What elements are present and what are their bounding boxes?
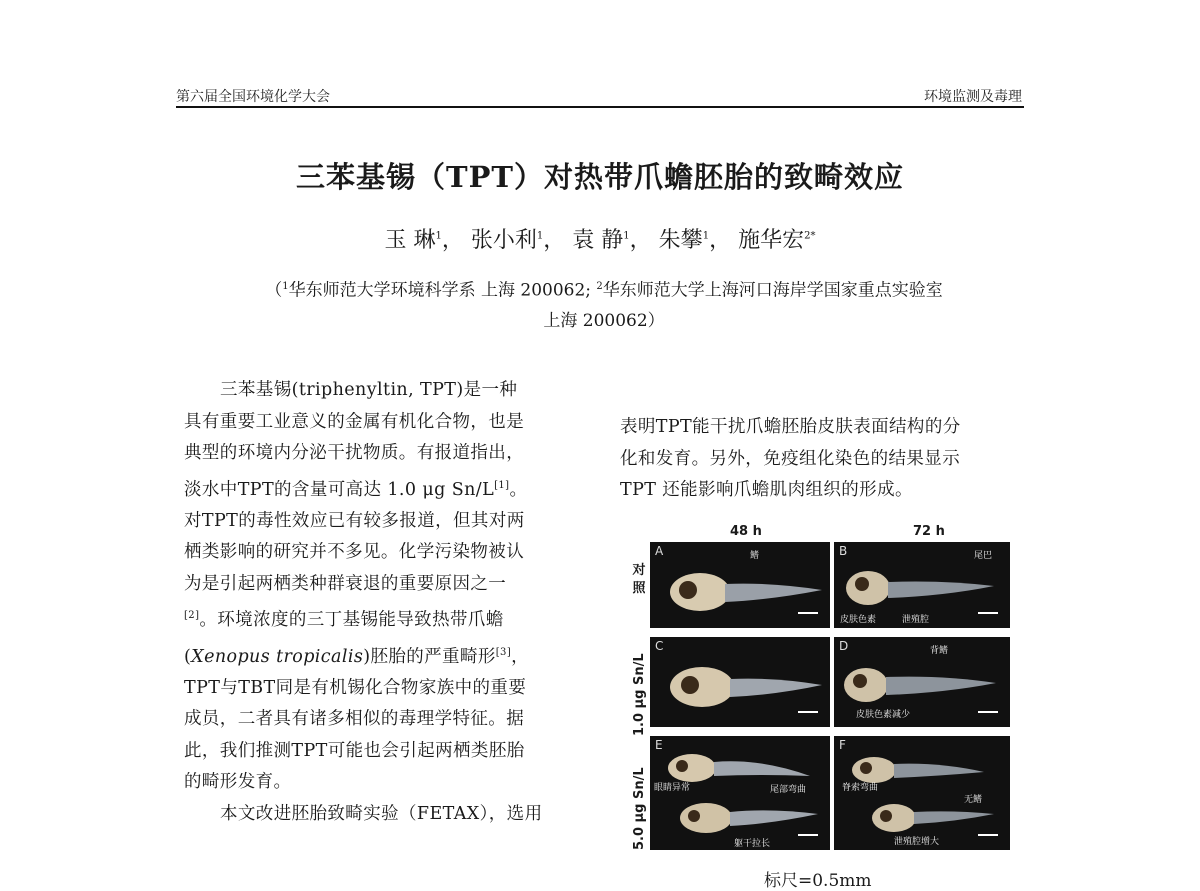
body-line: 此，我们推测TPT可能也会引起两栖类胚胎 [184, 740, 525, 761]
author: 袁 静 [572, 228, 624, 253]
annotation: 躯干拉长 [734, 839, 771, 849]
running-header-right: 环境监测及毒理 [924, 89, 1022, 105]
affiliation-2-city: 上海 200062） [543, 310, 665, 331]
author: 张小利 [470, 228, 537, 253]
figure [620, 520, 1024, 889]
scale-bar [978, 612, 998, 614]
body-line: 三苯基锡(triphenyltin, TPT)是一种 [220, 380, 518, 400]
author-sup: 1 [536, 230, 544, 242]
body-line: TPT与TBT同是有机锡化合物家族中的重要 [184, 677, 527, 698]
scale-bar [798, 834, 818, 836]
annotation: 脊索弯曲 [842, 783, 879, 793]
body-line: TPT 还能影响爪蟾肌肉组织的形成。 [620, 480, 913, 500]
annotation: 泄殖腔 [902, 615, 930, 625]
body-line: 的畸形发育。 [184, 772, 292, 793]
body-line: (Xenopus tropicalis)胚胎的严重畸形[3]， [184, 646, 530, 667]
panel-d [834, 637, 1010, 727]
panel-a [650, 542, 830, 628]
annotation: 无鳍 [964, 795, 983, 805]
affiliation-1: 华东师范大学环境科学系 上海 200062; [288, 280, 592, 301]
author-sup: 1 [623, 230, 630, 242]
body-line: 具有重要工业意义的金属有机化合物，也是 [184, 411, 525, 432]
author: 玉 琳 [384, 228, 436, 253]
row-label-control: 对照 [632, 563, 646, 596]
panel-b [834, 542, 1010, 628]
body-line: 为是引起两栖类种群衰退的重要原因之一 [184, 573, 507, 594]
body-line: 淡水中TPT的含量可高达 1.0 μg Sn/L[1]。 [184, 479, 528, 500]
tadpole-image [834, 736, 1010, 850]
annotation: 尾部弯曲 [770, 785, 807, 795]
citation: [3] [495, 646, 512, 658]
panel-label: C [655, 639, 664, 653]
annotation: 皮肤色素 [840, 615, 877, 625]
panel-label: E [655, 738, 663, 752]
column-header-48h: 48 h [730, 524, 762, 539]
body-line: 本文改进胚胎致畸实验（FETAX），选用 [220, 803, 543, 824]
left-column [184, 375, 584, 830]
panel-c [650, 637, 830, 727]
scale-bar [978, 834, 998, 836]
author-sup: 2* [804, 230, 816, 242]
affiliation: （$^1$华东师范大学环境科学系 上海 200062; $^2$华东师范大学上海河口海岸学国家重点实验室 上海 200062） [265, 280, 943, 331]
header-rule [176, 106, 1024, 108]
body-line: 对TPT的毒性效应已有较多报道，但其对两 [184, 510, 525, 531]
author: 朱攀 [658, 228, 703, 253]
species-name: Xenopus tropicalis [191, 646, 364, 667]
author-sup: 1 [702, 230, 710, 242]
row-label-5ug: 5.0 μg Sn/L [632, 767, 647, 850]
annotation: 鳍 [750, 551, 760, 561]
scale-bar [798, 612, 818, 614]
right-column [620, 412, 1024, 507]
panel-label: B [839, 544, 848, 558]
annotation: 尾巴 [974, 551, 993, 561]
author-list: 玉 琳$^1$， 张小利$^1$， 袁 静$^1$， 朱攀$^1$， 施华宏$^{2*}$ [384, 228, 816, 253]
row-label-1ug: 1.0 μg Sn/L [632, 653, 647, 736]
body-line: [2]。环境浓度的三丁基锡能导致热带爪蟾 [184, 610, 504, 631]
citation: [2] [184, 610, 200, 622]
citation: [1] [494, 479, 510, 491]
scale-bar [978, 711, 998, 713]
body-line: 栖类影响的研究并不多见。化学污染物被认 [184, 542, 525, 563]
panel-label: D [839, 639, 849, 653]
body-line: 典型的环境内分泌干扰物质。有报道指出， [184, 443, 525, 463]
affiliation-2: 华东师范大学上海河口海岸学国家重点实验室 [602, 280, 943, 301]
body-line: 成员，二者具有诸多相似的毒理学特征。据 [184, 709, 525, 730]
author-sup: 1 [435, 230, 442, 242]
annotation: 眼睛异常 [654, 783, 691, 793]
annotation: 泄殖腔增大 [894, 837, 940, 847]
body-line: 表明TPT能干扰爪蟾胚胎皮肤表面结构的分 [620, 417, 961, 437]
panel-label: F [839, 738, 846, 752]
body-line: 化和发育。另外，免疫组化染色的结果显示 [620, 448, 961, 469]
panel-label: A [655, 544, 664, 558]
annotation: 背鳍 [930, 646, 949, 656]
panel-e [650, 736, 830, 850]
annotation: 皮肤色素减少 [856, 710, 911, 720]
tadpole-image [650, 637, 830, 727]
tadpole-image [650, 542, 830, 628]
column-header-72h: 72 h [913, 524, 945, 539]
panel-f [834, 736, 1010, 850]
author: 施华宏 [738, 228, 805, 253]
scale-bar [798, 711, 818, 713]
paper-title: 三苯基锡（TPT）对热带爪蟾胚胎的致畸效应 [296, 160, 904, 194]
running-header-left: 第六届全国环境化学大会 [176, 89, 330, 105]
scale-caption: 标尺=0.5mm [764, 871, 872, 891]
